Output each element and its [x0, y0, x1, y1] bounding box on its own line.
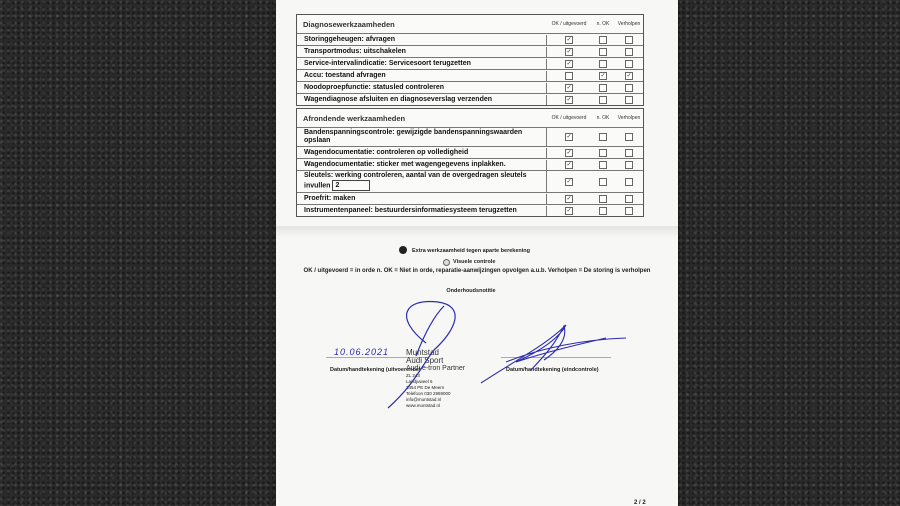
- legend-explanation: OK / uitgevoerd = in orde n. OK = Niet in orde, reparatie-aanwijzingen opvolgen a.u.b. Verholpen = De storing is verholpen: [303, 268, 651, 274]
- stamp-line: 3454 PE De Meern: [406, 385, 445, 390]
- checkbox-ok[interactable]: ✓: [566, 36, 572, 43]
- diagnose-title: Diagnosewerkzaamheden: [303, 19, 395, 29]
- stamp-line: Audi e-tron Partner: [406, 365, 466, 372]
- task-text: Proefrit: maken: [304, 194, 356, 202]
- checkbox-ok[interactable]: ✓: [566, 134, 572, 140]
- stamp-line: www.muntstad.nl: [406, 403, 441, 408]
- key-count-input[interactable]: 2: [332, 180, 370, 191]
- col-nok-header: n. OK: [596, 20, 610, 27]
- checkbox-ok[interactable]: ✓: [566, 48, 572, 55]
- task-text: Storinggeheugen: afvragen: [304, 35, 396, 43]
- checkbox-fixed[interactable]: ✓: [626, 72, 632, 79]
- checkbox-ok[interactable]: ✓: [566, 195, 572, 202]
- task-text: Bandenspanningscontrole: gewijzigde bandenspanningswaarden opslaan: [304, 129, 523, 144]
- legend-extra: Extra werkzaamheid tegen aparte berekening: [412, 248, 530, 254]
- task-text: Wagendocumentatie: sticker met wagengegevens inplakken.: [304, 160, 506, 168]
- col-nok-header: n. OK: [596, 114, 610, 121]
- checkbox-ok[interactable]: ✓: [566, 60, 572, 67]
- stamp-line: Audi Sport: [406, 356, 444, 365]
- stamp-line: Telefoon 030 2969000: [406, 391, 451, 396]
- col-ok-header: OK / uitgevoerd: [551, 114, 587, 121]
- checkbox-ok[interactable]: ✓: [566, 161, 572, 168]
- stamp-line: Muntstad: [406, 348, 439, 357]
- signature-left-label: Datum/handtekening (uitvoerende): [330, 367, 421, 373]
- col-fixed-header: Verholpen: [617, 114, 641, 121]
- notes-label: Onderhoudsnotitie: [446, 288, 496, 294]
- page-number: 2 / 2: [634, 500, 646, 506]
- signature-right-label: Datum/handtekening (eindcontrole): [506, 367, 599, 373]
- signature-right: [481, 325, 626, 383]
- checkbox-ok[interactable]: ✓: [566, 149, 572, 156]
- document-page: [276, 0, 678, 506]
- task-text: Noodoproepfunctie: statusled controleren: [304, 83, 445, 91]
- task-text: Sleutels: werking controleren, aantal van de overgedragen sleutels invullen: [304, 172, 527, 190]
- task-text: Wagendiagnose afsluiten en diagnoseverslag verzenden: [304, 95, 493, 103]
- signature-left: [388, 301, 455, 408]
- task-text: Wagendocumentatie: controleren op volledigheid: [304, 148, 469, 156]
- checkbox-ok[interactable]: ✓: [566, 178, 572, 185]
- task-text: Accu: toestand afvragen: [304, 71, 386, 79]
- task-text: Service-intervalindicatie: Servicesoort terugzetten: [304, 59, 471, 67]
- afrondend-title: Afrondende werkzaamheden: [303, 113, 406, 123]
- checkbox-ok[interactable]: ✓: [566, 207, 572, 214]
- stamp-line: info@muntstad.nl: [406, 397, 442, 402]
- stamp-line: ZL 243: [406, 373, 420, 378]
- task-text: Transportmodus: uitschakelen: [304, 47, 406, 55]
- checkbox-ok[interactable]: ✓: [566, 96, 572, 103]
- checkbox-ok[interactable]: ✓: [566, 84, 572, 91]
- stamp-line: Landjuweel 6: [406, 379, 433, 384]
- task-text: Instrumentenpaneel: bestuurdersinformatiesysteem terugzetten: [304, 206, 517, 214]
- handwritten-signatures: [276, 0, 678, 506]
- col-ok-header: OK / uitgevoerd: [551, 20, 587, 27]
- checkbox-nok[interactable]: ✓: [600, 72, 606, 79]
- col-fixed-header: Verholpen: [617, 20, 641, 27]
- signature-date: 10.06.2021: [334, 347, 390, 357]
- legend-visual: Visuele controle: [453, 259, 496, 265]
